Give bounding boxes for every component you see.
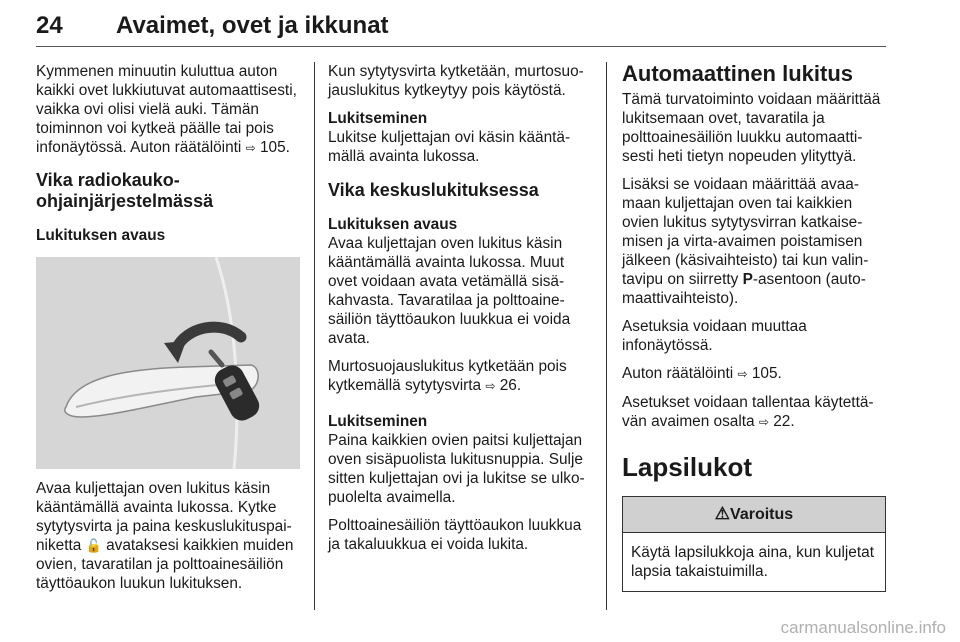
section-heading: Vika radiokaukoohjainjärjestelmässä xyxy=(36,170,214,211)
column-middle xyxy=(328,62,592,563)
unlock-icon: 🔓 xyxy=(85,538,102,553)
page-ref[interactable]: 105. xyxy=(259,139,290,156)
warning-box xyxy=(622,496,886,592)
warning-triangle-icon: ⚠ xyxy=(714,504,731,523)
column-right xyxy=(622,62,886,592)
watermark: carmanualsonline.info xyxy=(780,618,946,637)
sub-heading: Lukitseminen xyxy=(328,413,428,430)
paragraph xyxy=(328,357,592,396)
page-ref-icon: ⇨ xyxy=(758,415,769,429)
door-handle-key-illustration xyxy=(36,257,300,469)
chapter-title: Avaimet, ovet ja ikkunat xyxy=(116,12,389,39)
column-left xyxy=(36,62,300,602)
paragraph xyxy=(36,479,300,593)
warning-header xyxy=(623,497,885,533)
paragraph: Polttoainesäiliön täyttöaukon luukkua ja takaluukkua ei voida lukita. xyxy=(328,517,582,553)
section-heading-large: Lapsilukot xyxy=(622,452,753,482)
paragraph: Tämä turvatoiminto voidaan määrittää lukitsemaan ovet, tavaratila ja polttoainesäiliön luukku automaattisesti heti tietyn nopeuden ylityttyä. xyxy=(622,91,881,165)
section-heading: Vika keskuslukituksessa xyxy=(328,180,539,200)
paragraph: Kun sytytysvirta kytketään, murtosuojauslukitus kytkeytyy pois käytöstä. xyxy=(328,63,584,99)
gear-position-p: P xyxy=(742,271,753,288)
paragraph-text: avataksesi kaikkien muiden ovien, tavaratilan ja polttoainesäiliön täyttöaukon luukun lukituksen. xyxy=(36,537,294,592)
paragraph-text: -asentoon (automaattivaihteisto). xyxy=(622,271,866,307)
paragraph: Asetuksia voidaan muuttaa infonäytössä. xyxy=(622,318,807,354)
sub-heading: Lukituksen avaus xyxy=(36,227,166,244)
paragraph: Avaa kuljettajan oven lukitus käsin kääntämällä avainta lukossa. Muut ovet voidaan avata vetämällä sisäkahvasta. Tavaratilaa ja polttoainesäiliön täyttöaukon luukkua ei voida avata. xyxy=(328,235,571,347)
page-ref-icon: ⇨ xyxy=(485,379,496,393)
page-number: 24 xyxy=(36,12,63,39)
paragraph xyxy=(622,175,886,308)
paragraph-text: Kymmenen minuutin kuluttua auton kaikki ovet lukkiutuvat automaattisesti, vaikka ovi olisi vielä auki. Tämän toiminnon voi kytkeä päälle tai pois infonäytössä. Auton räätälöinti xyxy=(36,63,297,156)
warning-title: Varoitus xyxy=(730,506,794,523)
paragraph-text: Asetukset voidaan tallentaa käytettävän avaimen osalta xyxy=(622,394,874,430)
column-divider-right xyxy=(606,62,607,610)
page-ref[interactable]: 105. xyxy=(751,365,782,382)
paragraph-text: Murtosuojauslukitus kytketään pois kytkemällä sytytysvirta xyxy=(328,358,567,394)
warning-text: Käytä lapsilukkoja aina, kun kuljetat lapsia takaistuimilla. xyxy=(631,544,874,580)
paragraph: Lukitse kuljettajan ovi käsin kääntämällä avainta lukossa. xyxy=(328,129,571,165)
column-divider-left xyxy=(314,62,315,610)
section-heading: Automaattinen lukitus xyxy=(622,61,854,86)
page-header xyxy=(36,6,886,46)
paragraph xyxy=(36,62,300,158)
page-ref[interactable]: 22. xyxy=(773,413,795,430)
sub-heading: Lukituksen avaus xyxy=(328,216,458,233)
header-rule xyxy=(36,46,886,47)
page-ref-icon: ⇨ xyxy=(245,141,256,155)
paragraph-text: Avaa kuljettajan oven lukitus käsin kääntämällä avainta lukossa. Kytke sytytysvirta ja paina keskuslukituspainiketta xyxy=(36,480,292,554)
paragraph-text: Auton räätälöinti xyxy=(622,365,738,382)
page-ref[interactable]: 26. xyxy=(499,377,522,394)
paragraph-text: Lisäksi se voidaan määrittää avaamaan kuljettajan oven tai kaikkien ovien lukitus sytytysvirran katkaisemisen ja virta-avaimen poistamisen jälkeen (käsivaihteisto) tai kun valintavipu on siirretty xyxy=(622,176,869,288)
paragraph xyxy=(622,393,886,432)
paragraph xyxy=(622,364,886,384)
page-ref-icon: ⇨ xyxy=(737,367,748,381)
paragraph: Paina kaikkien ovien paitsi kuljettajan oven sisäpuolista lukitusnuppia. Sulje sitten kuljettajan ovi ja lukitse se ulkopuolelta avaimella. xyxy=(328,432,585,506)
sub-heading: Lukitseminen xyxy=(328,110,428,127)
